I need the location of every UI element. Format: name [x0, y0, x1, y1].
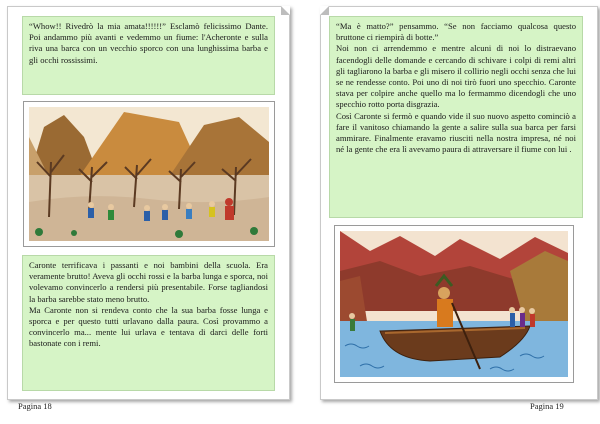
paragraph-vanity: Così Caronte si fermò e quando vide il suo nuovo aspetto cominciò a fare il vanitoso chiamando la gente a salire sulla sua barca per farsi ammirare. Finalmente eravamo riusciti nella nostra impresa, né noi né la gente che era lì avevamo paura di attraversare il fiume con lui . [336, 110, 576, 155]
paragraph-matto: “Ma è matto?” pensammo. “Se non facciamo qualcosa questo bruttone ci riempirà di botte.” [336, 21, 576, 43]
page-number-left: Pagina 18 [18, 401, 52, 411]
page-corner-fold [281, 6, 290, 15]
illustration-caronte-boat [334, 225, 574, 383]
left-page [7, 6, 290, 400]
paragraph-caronte-reaction: Ma Caronte non si rendeva conto che la sua barba fosse lunga e sporca e per questo tutti urlavano dalla paura. Così provammo a convincerlo ma... mente lui urlava e tentava di darci delle forti bastonate con i remi. [29, 304, 268, 349]
paragraph-caronte-description: Caronte terrificava i passanti e noi bambini della scuola. Era veramente brutto! Aveva gli occhi rossi e la barba lunga e sporca, noi volevamo convincerlo a rendersi più presentabile. Forse tagliandosi la barba sarebbe stato meno brutto. [29, 260, 268, 304]
text-block-right [329, 16, 583, 218]
text-block-top [22, 16, 275, 95]
text-block-bottom [22, 255, 275, 391]
illustration-forest-children [23, 101, 275, 247]
page-number-right: Pagina 19 [530, 401, 564, 411]
forest-drawing [29, 107, 269, 241]
boat-drawing [340, 231, 568, 377]
right-page [320, 6, 598, 400]
paragraph-plan: Noi non ci arrendemmo e mentre alcuni di noi lo distraevano facendogli delle domande e cercando di schivare i colpi di remi altri gli tagliarono la barba e gli misero il collirio negli occhi senza che lui se ne rendesse conto. Poi uno di noi tirò fuori uno specchio. Caronte stava per colpire anche quello ma lo fermammo dicendogli che uno specchio rotto porta disgrazia. [336, 43, 576, 110]
paragraph-arrival: “Whow!! Rivedrò la mia amata!!!!!!” Esclamò felicissimo Dante. Poi andammo più avanti e vedemmo un fiume: l'Acheronte e sulla riva una barca con un vecchio sporco con una lunghissima barba e gli occhi rossissimi. [29, 21, 268, 65]
page-corner-fold [320, 6, 329, 15]
